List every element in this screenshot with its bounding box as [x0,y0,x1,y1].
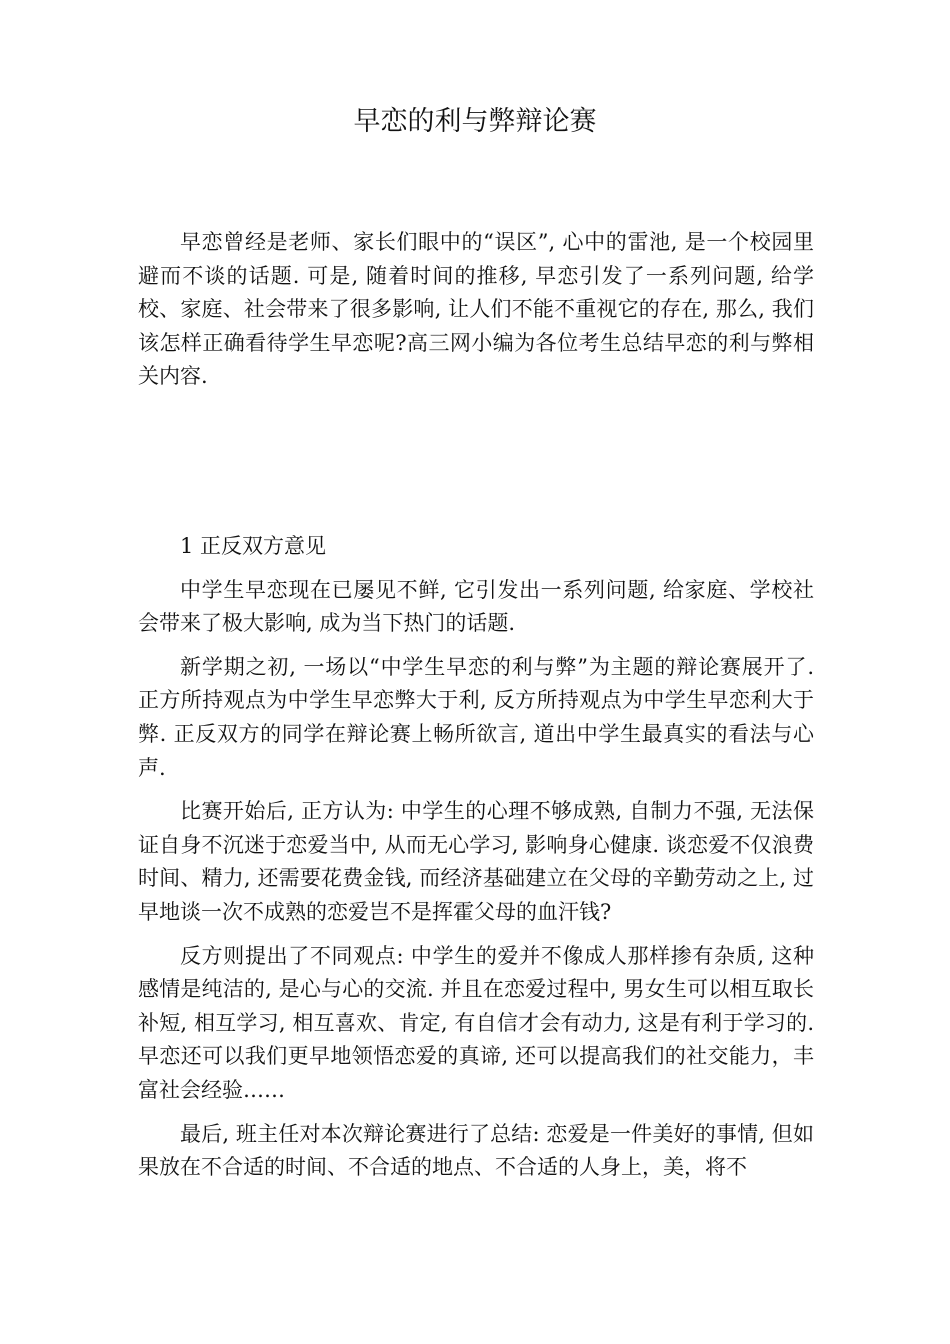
body-paragraph-1: 中学生早恋现在已屡见不鲜, 它引发出一系列问题, 给家庭、学校社会带来了极大影响, 成为当下热门的话题. [138,577,814,636]
body-paragraph-4: 反方则提出了不同观点: 中学生的爱并不像成人那样掺有杂质, 这种感情是纯洁的, 是心与心的交流. 并且在恋爱过程中, 男女生可以相互取长补短, 相互学习, 相互喜欢、肯定, 有自信才会有动力, 这是有利于学习的. 早恋还可以我们更早地领悟恋爱的真谛, 还可以提高我们的社交能力，丰富社会经验…… [138,943,814,1102]
section-heading: 1 正反双方意见 [180,534,327,558]
intro-paragraph: 早恋曾经是老师、家长们眼中的“误区”, 心中的雷池, 是一个校园里避而不谈的话题. 可是, 随着时间的推移, 早恋引发了一系列问题, 给学校、家庭、社会带来了很多影响, 让人们不能不重视它的存在, 那么, 我们该怎样正确看待学生早恋呢?高三网小编为各位考生总结早恋的利与弊相关内容. [138,230,814,389]
document-title: 早恋的利与弊辩论赛 [353,106,597,137]
intro-section [138,226,814,404]
body-section [138,530,814,1195]
body-paragraph-5: 最后, 班主任对本次辩论赛进行了总结: 恋爱是一件美好的事情, 但如果放在不合适的时间、不合适的地点、不合适的人身上，美，将不 [138,1121,814,1180]
body-paragraph-3: 比赛开始后, 正方认为: 中学生的心理不够成熟, 自制力不强, 无法保证自身不沉迷于恋爱当中, 从而无心学习, 影响身心健康. 谈恋爱不仅浪费时间、精力, 还需要花费金钱, 而经济基础建立在父母的辛勤劳动之上, 过早地谈一次不成熟的恋爱岂不是挥霍父母的血汗钱? [138,799,814,924]
body-paragraph-2: 新学期之初, 一场以“中学生早恋的利与弊”为主题的辩论赛展开了. 正方所持观点为中学生早恋弊大于利, 反方所持观点为中学生早恋利大于弊. 正反双方的同学在辩论赛上畅所欲言, 道出中学生最真实的看法与心声. [138,654,814,780]
